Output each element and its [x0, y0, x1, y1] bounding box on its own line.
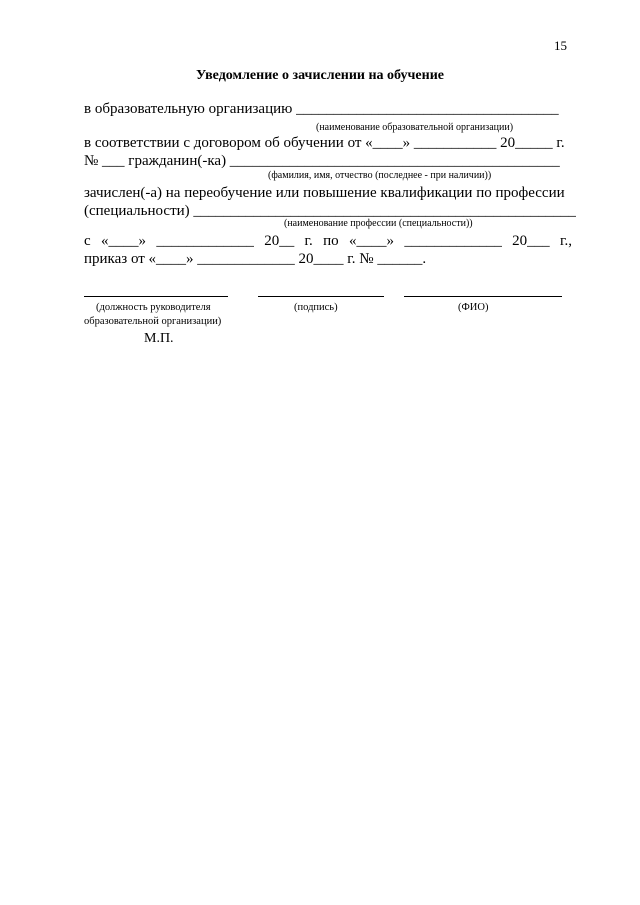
page-number: 15 [554, 38, 567, 53]
enrolled-line: зачислен(-а) на переобучение или повышение квалификации по профессии [84, 185, 565, 201]
fio-caption: (фамилия, имя, отчество (последнее - при наличии)) [268, 170, 492, 181]
position-caption-1: (должность руководителя [96, 302, 211, 313]
fio-signature-line [404, 296, 562, 297]
signature-line [258, 296, 384, 297]
speciality-line: (специальности) ___________________________________________________ [84, 203, 576, 219]
profession-caption: (наименование профессии (специальности)) [284, 218, 473, 229]
fio-signature-caption: (ФИО) [458, 302, 489, 313]
contract-line: в соответствии с договором об обучении от «____» ___________ 20_____ г. [84, 135, 565, 151]
stamp-place: М.П. [144, 331, 174, 346]
citizen-line: № ___ гражданин(-ка) ____________________________________________ [84, 153, 560, 169]
organization-line: в образовательную организацию ___________________________________ [84, 101, 559, 117]
organization-caption: (наименование образовательной организации) [316, 122, 514, 133]
period-line: с «____» _____________ 20__ г. по «____» _____________ 20___ г., [84, 233, 572, 249]
document-title: Уведомление о зачислении на обучение [196, 68, 444, 83]
order-line: приказ от «____» _____________ 20____ г. № ______. [84, 251, 427, 267]
position-signature-line [84, 296, 228, 297]
signature-caption: (подпись) [294, 302, 338, 313]
position-caption-2: образовательной организации) [84, 316, 222, 327]
